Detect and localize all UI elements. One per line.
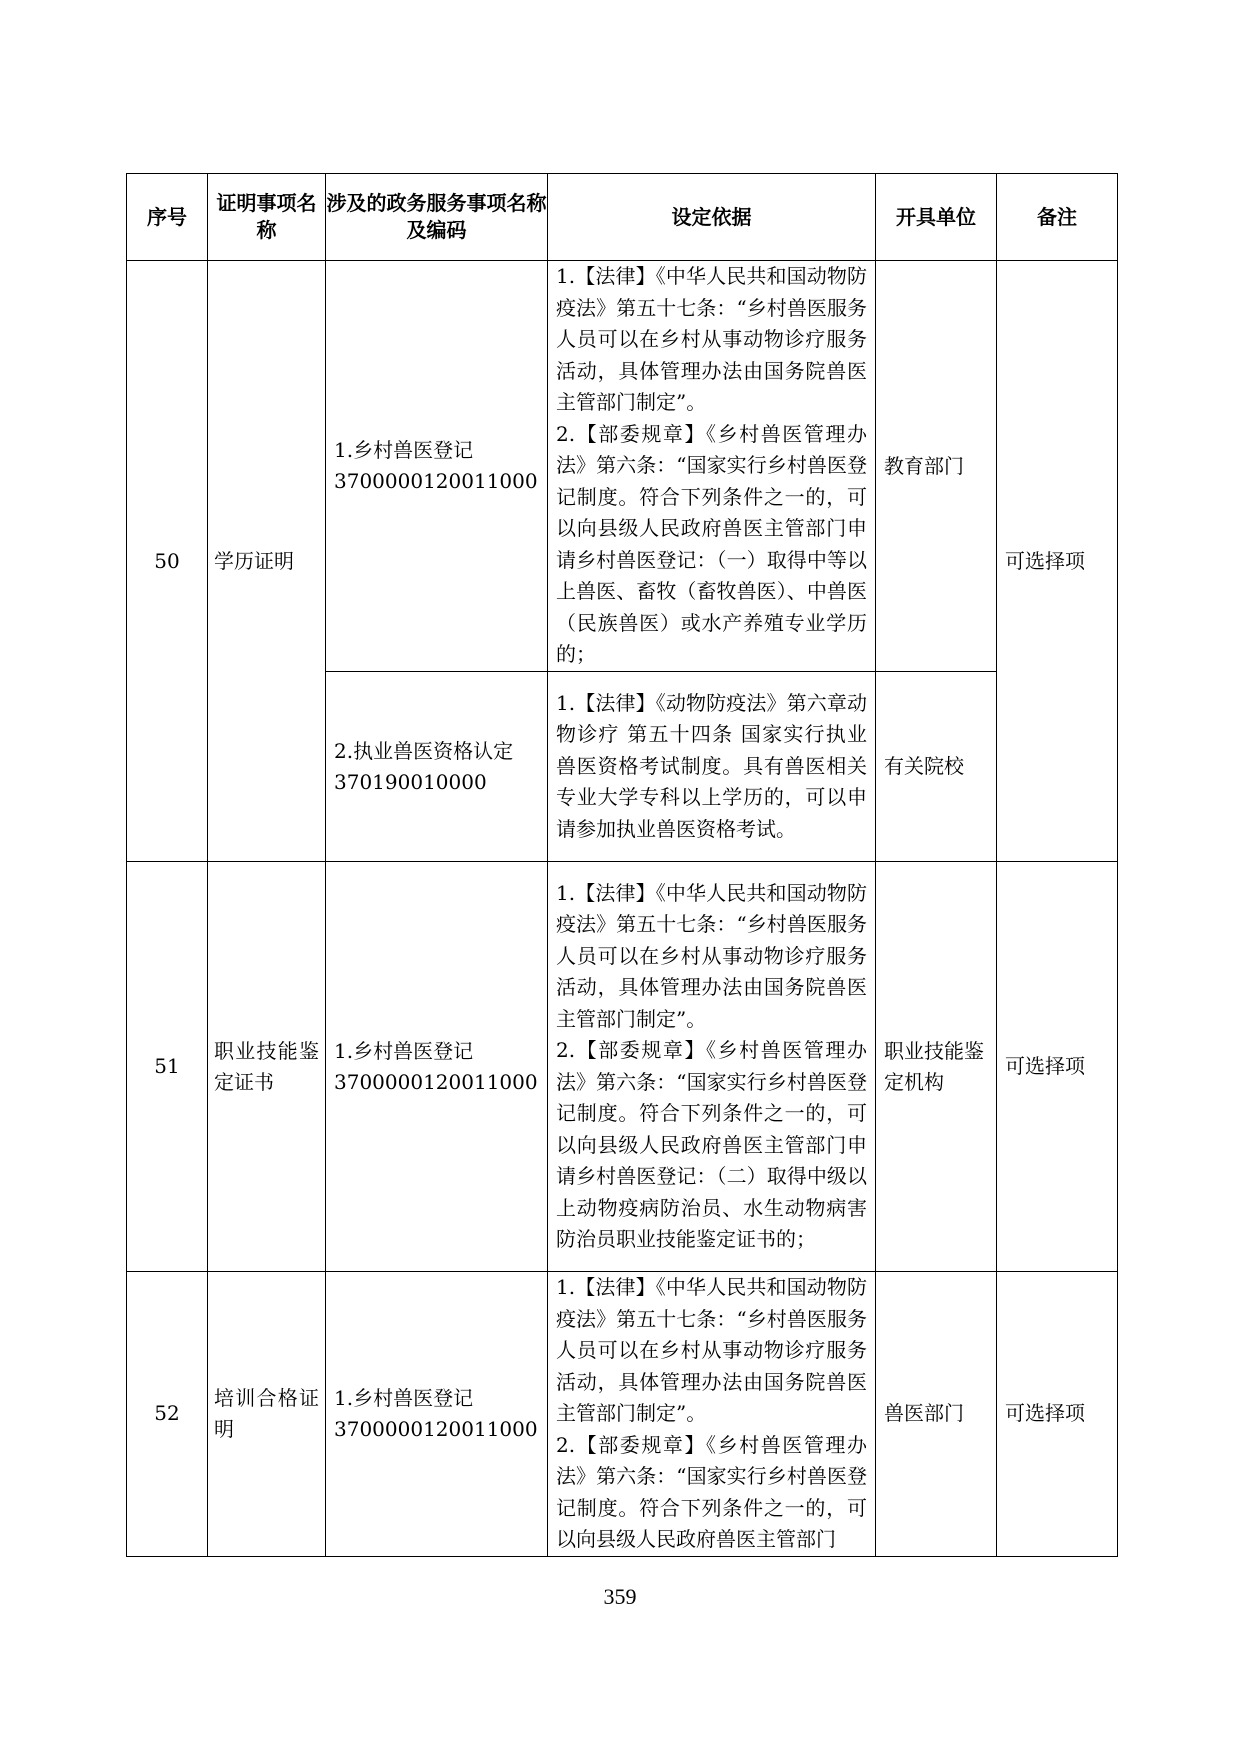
- service-name: 1.乡村兽医登记: [334, 1385, 474, 1410]
- certificate-name: 培训合格证明: [208, 1272, 326, 1557]
- table-row: [127, 261, 1118, 672]
- remark: 可选择项: [997, 1272, 1118, 1557]
- service-code: 3700000120011000: [334, 469, 538, 493]
- row-number: 50: [127, 261, 208, 862]
- header-note: 备注: [997, 174, 1118, 261]
- service-code: 3700000120011000: [334, 1069, 538, 1094]
- certificate-name: 职业技能鉴定证书: [208, 862, 326, 1272]
- issuing-unit: 有关院校: [876, 672, 997, 862]
- table-row: [127, 1272, 1118, 1557]
- issuing-unit: 教育部门: [876, 261, 997, 672]
- service-code: 370190010000: [334, 769, 487, 794]
- issuing-unit: 职业技能鉴定机构: [876, 862, 997, 1272]
- basis-text: 1.【法律】《动物防疫法》第六章动物诊疗 第五十四条 国家实行执业兽医资格考试制度。具有兽医相关专业大学专科以上学历的，可以申请参加执业兽医资格考试。: [556, 690, 867, 841]
- legal-basis: [548, 862, 876, 1272]
- header-service: 涉及的政务服务事项名称及编码: [326, 174, 548, 261]
- basis-text: 1.【法律】《中华人民共和国动物防疫法》第五十七条：“乡村兽医服务人员可以在乡村从事动物诊疗服务活动，具体管理办法由国务院兽医主管部门制定”。 2.【部委规章】《乡村兽医管理办法》第六条：“国家实行乡村兽医登记制度。符合下列条件之一的，可以向县级人民政府兽医主管部门申请乡村兽医登记：（一）取得中等以上兽医、畜牧（畜牧兽医）、中兽医（民族兽医）或水产养殖专业学历的；: [556, 264, 867, 667]
- service-name: 1.乡村兽医登记: [334, 1038, 474, 1063]
- row-number: 52: [127, 1272, 208, 1557]
- table-row: [127, 862, 1118, 1272]
- row-number: 51: [127, 862, 208, 1272]
- certificate-name: 学历证明: [208, 261, 326, 862]
- header-basis: 设定依据: [548, 174, 876, 261]
- service-cell: [326, 261, 548, 672]
- basis-text: 1.【法律】《中华人民共和国动物防疫法》第五十七条：“乡村兽医服务人员可以在乡村从事动物诊疗服务活动，具体管理办法由国务院兽医主管部门制定”。 2.【部委规章】《乡村兽医管理办法》第六条：“国家实行乡村兽医登记制度。符合下列条件之一的，可以向县级人民政府兽医主管部门申请乡村兽医登记：（二）取得中级以上动物疫病防治员、水生动物病害防治员职业技能鉴定证书的；: [556, 880, 867, 1251]
- service-name: 1.乡村兽医登记: [334, 438, 474, 462]
- table-header-row: [127, 174, 1118, 261]
- service-cell: [326, 1272, 548, 1557]
- header-unit: 开具单位: [876, 174, 997, 261]
- service-code: 3700000120011000: [334, 1416, 538, 1441]
- remark: 可选择项: [997, 862, 1118, 1272]
- service-cell: [326, 862, 548, 1272]
- basis-text: 1.【法律】《中华人民共和国动物防疫法》第五十七条：“乡村兽医服务人员可以在乡村从事动物诊疗服务活动，具体管理办法由国务院兽医主管部门制定”。 2.【部委规章】《乡村兽医管理办法》第六条：“国家实行乡村兽医登记制度。符合下列条件之一的，可以向县级人民政府兽医主管部门: [556, 1275, 867, 1551]
- header-name: 证明事项名称: [208, 174, 326, 261]
- issuing-unit: 兽医部门: [876, 1272, 997, 1557]
- page-number: 359: [603, 1584, 637, 1609]
- remark: 可选择项: [997, 261, 1118, 862]
- header-no: 序号: [127, 174, 208, 261]
- certificate-table: [126, 173, 1118, 1557]
- service-name: 2.执业兽医资格认定: [334, 738, 514, 763]
- service-cell: [326, 672, 548, 862]
- legal-basis: [548, 261, 876, 672]
- legal-basis: [548, 1272, 876, 1557]
- legal-basis: [548, 672, 876, 862]
